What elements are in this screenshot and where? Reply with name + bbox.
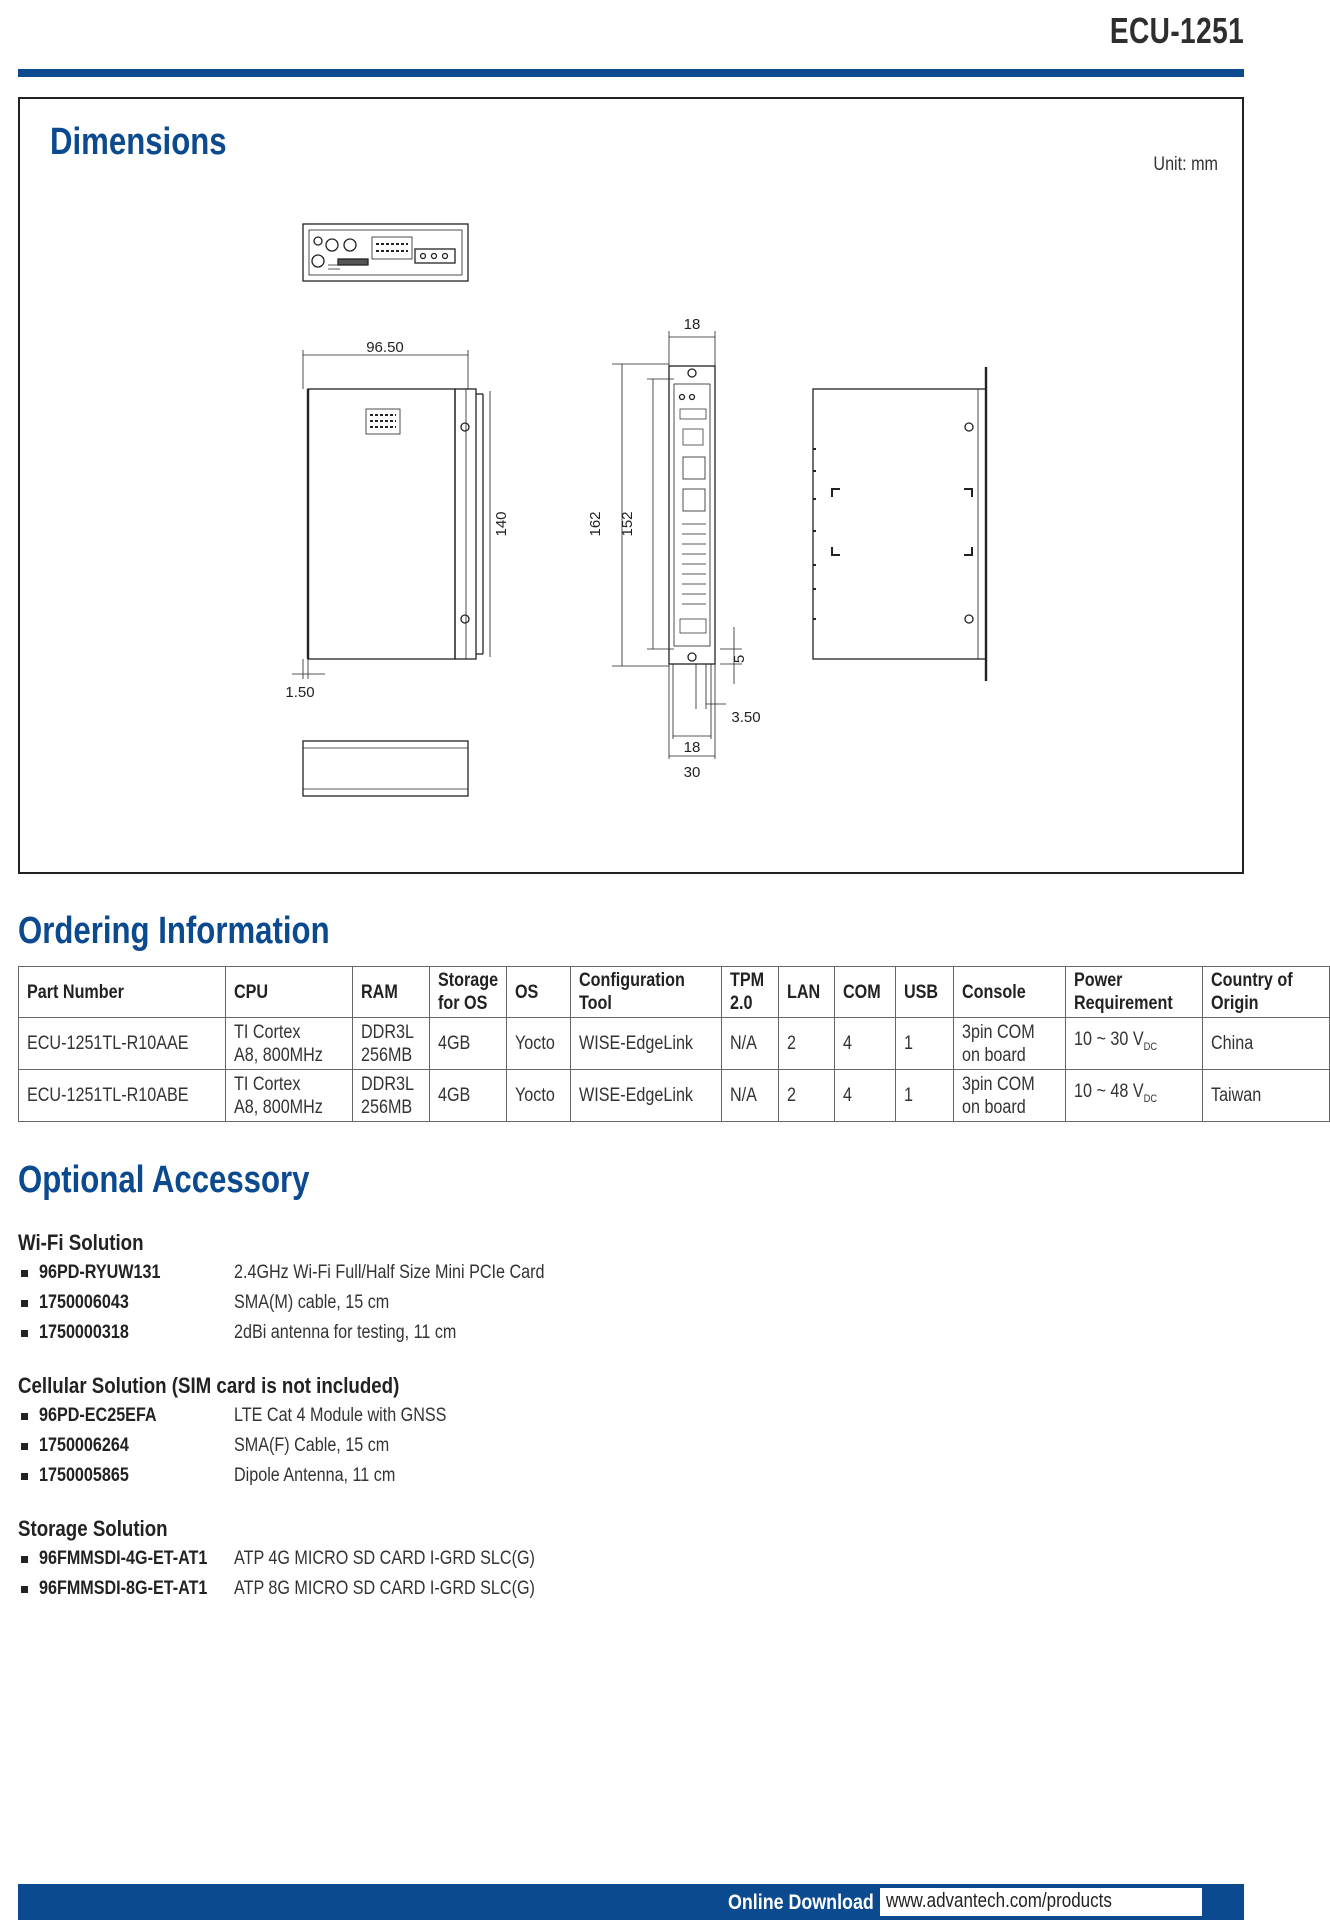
accessory-part-number: 96FMMSDI-8G-ET-AT1	[39, 1578, 208, 1599]
accessory-part-number: 1750005865	[39, 1465, 129, 1486]
col-header: OS	[507, 967, 571, 1018]
list-item	[18, 1576, 535, 1606]
console-cell: 3pin COM on board	[961, 1021, 1035, 1066]
accessory-description: Dipole Antenna, 11 cm	[234, 1465, 396, 1486]
tpm-cell: N/A	[730, 1033, 757, 1054]
lan-cell: 2	[787, 1033, 797, 1054]
cpu-cell: TI Cortex A8, 800MHz	[234, 1021, 323, 1066]
usb-cell: 1	[904, 1085, 914, 1106]
usb-cell: 1	[904, 1033, 914, 1054]
list-item	[18, 1546, 535, 1576]
power-cell: 10 ~ 48 $V_{DC}$	[1073, 1081, 1157, 1105]
bullet-icon	[21, 1413, 28, 1420]
dim-top-width-label: 18	[683, 316, 701, 333]
list-item	[18, 1260, 545, 1290]
list-item	[18, 1463, 467, 1493]
col-header: CPU	[226, 967, 353, 1018]
bullet-icon	[21, 1330, 28, 1337]
accessory-group-heading: Cellular Solution (SIM card is not included)	[18, 1373, 400, 1398]
storage-cell: 4GB	[438, 1085, 471, 1106]
dim-bottom-inner-label: 18	[683, 739, 701, 756]
dim-total-height-label: 162	[587, 511, 604, 537]
list-item	[18, 1433, 467, 1463]
accessory-title: Optional Accessory	[18, 1159, 310, 1201]
com-cell: 4	[843, 1085, 853, 1106]
col-header: Power Requirement	[1065, 967, 1202, 1018]
tpm-cell: N/A	[730, 1085, 757, 1106]
accessory-group-storage	[18, 1516, 535, 1606]
side-view-left	[292, 350, 490, 679]
bullet-icon	[21, 1443, 28, 1450]
part-number: ECU-1251TL-R10ABE	[27, 1085, 189, 1106]
ordering-table	[18, 966, 1330, 1122]
accessory-part-number: 96PD-EC25EFA	[39, 1405, 157, 1426]
col-header: RAM	[353, 967, 430, 1018]
accessory-part-number: 96PD-RYUW131	[39, 1262, 161, 1283]
bullet-icon	[21, 1300, 28, 1307]
dim-inner-height-label: 152	[619, 511, 636, 537]
console-cell: 3pin COM on board	[961, 1073, 1035, 1118]
part-number: ECU-1251TL-R10AAE	[27, 1033, 189, 1054]
accessory-part-number: 1750006043	[39, 1292, 129, 1313]
bullet-icon	[21, 1473, 28, 1480]
bullet-icon	[21, 1556, 28, 1563]
storage-cell: 4GB	[438, 1033, 471, 1054]
accessory-group-cellular	[18, 1373, 467, 1493]
power-cell: 10 ~ 30 $V_{DC}$	[1073, 1029, 1157, 1053]
dim-width-label: 96.50	[366, 339, 404, 356]
table-row	[19, 1018, 1330, 1070]
accessory-description: 2dBi antenna for testing, 11 cm	[234, 1322, 457, 1343]
col-header: USB	[896, 967, 953, 1018]
origin-cell: Taiwan	[1210, 1085, 1261, 1106]
dim-hole-label: 3.50	[731, 709, 761, 726]
accessory-part-number: 96FMMSDI-4G-ET-AT1	[39, 1548, 208, 1569]
dimensions-title: Dimensions	[50, 121, 227, 163]
accessory-group-heading: Storage Solution	[18, 1516, 168, 1541]
lan-cell: 2	[787, 1085, 797, 1106]
ordering-title: Ordering Information	[18, 910, 330, 952]
col-header: Console	[953, 967, 1065, 1018]
col-header: Country of Origin	[1202, 967, 1329, 1018]
online-download-label: Online Download	[728, 1891, 874, 1914]
dimensions-panel	[18, 97, 1244, 874]
list-item	[18, 1403, 467, 1433]
bullet-icon	[21, 1586, 28, 1593]
front-view	[612, 331, 742, 759]
table-row	[19, 1070, 1330, 1122]
dim-bottom-total-label: 30	[683, 764, 701, 781]
footer-bar	[18, 1884, 1244, 1920]
accessory-description: ATP 4G MICRO SD CARD I-GRD SLC(G)	[234, 1548, 535, 1569]
ram-cell: DDR3L 256MB	[361, 1073, 414, 1118]
accessory-group-wifi	[18, 1230, 545, 1350]
cpu-cell: TI Cortex A8, 800MHz	[234, 1073, 323, 1118]
accessory-part-number: 1750006264	[39, 1435, 129, 1456]
front-panel-view	[303, 224, 468, 281]
dimension-drawing	[20, 99, 1242, 872]
dim-tab-label: 5	[731, 654, 748, 664]
accessory-description: LTE Cat 4 Module with GNSS	[234, 1405, 447, 1426]
os-cell: Yocto	[515, 1033, 555, 1054]
side-view-right	[813, 367, 986, 681]
col-header: TPM 2.0	[722, 967, 779, 1018]
tool-cell: WISE-EdgeLink	[578, 1033, 693, 1054]
com-cell: 4	[843, 1033, 853, 1054]
unit-label: Unit: mm	[1153, 154, 1218, 175]
col-header: Part Number	[19, 967, 226, 1018]
bottom-view	[303, 741, 468, 796]
ram-cell: DDR3L 256MB	[361, 1021, 414, 1066]
accessory-description: 2.4GHz Wi-Fi Full/Half Size Mini PCIe Card	[234, 1262, 545, 1283]
col-header: COM	[835, 967, 896, 1018]
accessory-description: ATP 8G MICRO SD CARD I-GRD SLC(G)	[234, 1578, 535, 1599]
os-cell: Yocto	[515, 1085, 555, 1106]
accessory-part-number: 1750000318	[39, 1322, 129, 1343]
tool-cell: WISE-EdgeLink	[578, 1085, 693, 1106]
list-item	[18, 1320, 457, 1350]
table-header-row	[19, 967, 1330, 1018]
header-rule	[18, 69, 1244, 77]
model-title: ECU-1251	[1109, 10, 1244, 51]
accessory-description: SMA(M) cable, 15 cm	[234, 1292, 390, 1313]
origin-cell: China	[1210, 1033, 1253, 1054]
bullet-icon	[21, 1270, 28, 1277]
dim-flange-label: 1.50	[285, 684, 315, 701]
download-url-link[interactable]: www.advantech.com/products	[880, 1888, 1202, 1916]
col-header: Storage for OS	[430, 967, 507, 1018]
list-item	[18, 1290, 390, 1320]
accessory-group-heading: Wi-Fi Solution	[18, 1230, 144, 1255]
col-header: LAN	[779, 967, 835, 1018]
dim-depth-label: 140	[493, 511, 510, 537]
col-header: Configuration Tool	[570, 967, 721, 1018]
accessory-description: SMA(F) Cable, 15 cm	[234, 1435, 390, 1456]
